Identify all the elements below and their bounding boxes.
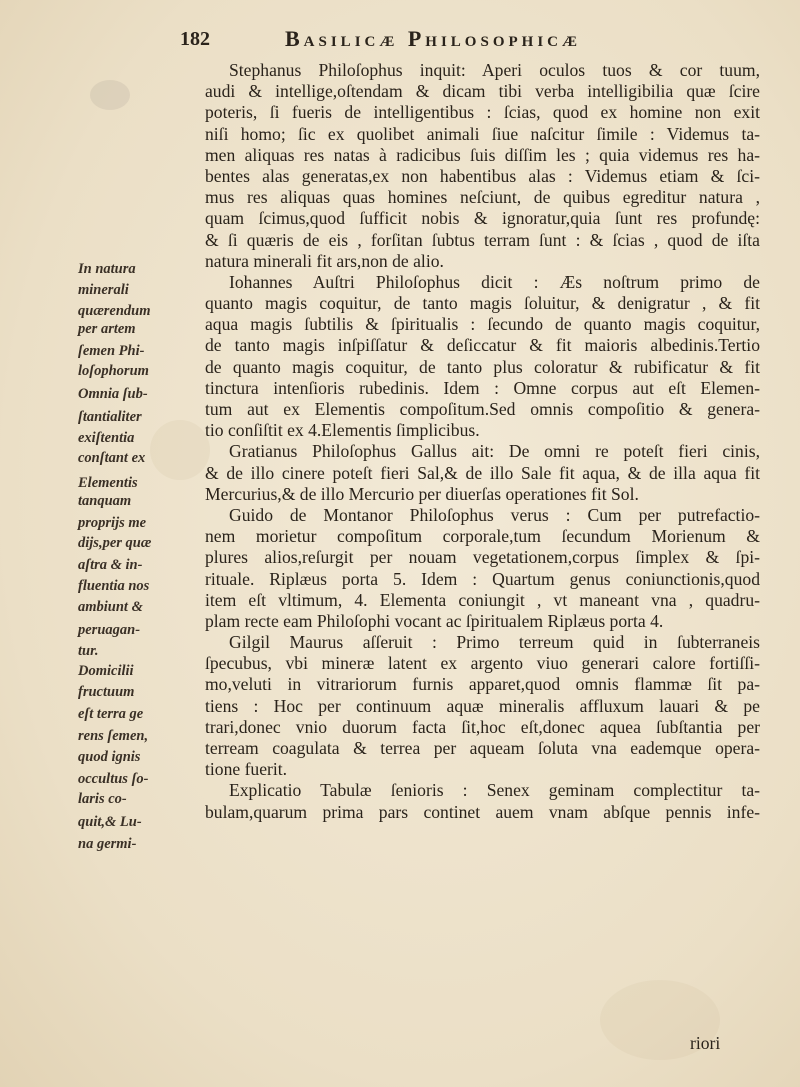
running-title: Basilicæ Philosophicæ [285,26,581,51]
text-line: Gilgil Maurus aſſeruit : Primo terreum quid in ſubterraneis [229,632,760,653]
margin-note: Omnia ſub- [78,386,148,402]
text-line: Gratianus Philoſophus Gallus ait: De omni re poteſt fieri cinis, [229,441,760,462]
text-line: tio conſiſtit ex 4.Elementis ſimplicibus. [205,420,480,441]
text-line: men aliquas res natas à radicibus ſuis diſſim les ; quia videmus res ha- [205,144,760,165]
margin-note: na germi- [78,836,137,852]
text-line: terream coagulata & terrea per aqueam ſoluta vna eademque opera- [205,738,760,758]
margin-note: loſophorum [78,363,149,379]
text-line: plam recte eam Philoſophi vocant ac ſpiritualem Riplæus porta 4. [205,610,664,631]
margin-note: laris co- [78,791,127,807]
margin-note: fructuum [78,684,135,700]
text-line: Stephanus Philoſophus inquit: Aperi oculos tuos & cor tuum, [229,60,760,80]
margin-note: occultus ſo- [78,771,149,787]
text-line: tione fuerit. [205,759,288,780]
text-line: bentes alas generatas,ex non habentibus alas : Videmus etiam & ſci- [205,165,760,186]
text-line: & ſi quæris de eis , forſitan ſubtus terram ſunt : & ſcias , quod de iſta [205,229,760,250]
margin-note: eſt terra ge [78,706,144,722]
margin-note: exiſtentia [78,430,135,446]
margin-note: ambiunt & [78,599,143,615]
text-line: mo,veluti in vitrariorum furnis apparet,quod omnis flammæ ſit pa- [205,674,760,695]
text-line: niſi homo; ſic ex quolibet animali ſiue naſcitur ſimile : Videmus ta- [205,123,760,144]
margin-note: peruagan- [78,622,141,638]
text-line: tinctura intenſioris rubedinis. Idem : Omne corpus aut eſt Elemen- [205,377,760,398]
text-line: & de illo cinere poteſt fieri Sal,& de illo Sale fit aqua, & de illa aqua fit [205,462,760,483]
margin-note: quærendum [78,303,151,319]
margin-note: conſtant ex [78,450,146,466]
margin-note: Elementis [78,475,138,491]
margin-note: tur. [78,643,99,659]
text-line: tiens : Hoc per continuum aquæ mineralis affluxum lauari & pe [205,695,760,716]
text-line: Mercurius,& de illo Mercurio per diuerſas operationes fit Sol. [205,483,639,504]
margin-note: aſtra & in- [78,557,143,573]
margin-note: quod ignis [78,749,141,765]
text-line: rituale. Riplæus porta 5. Idem : Quartum genus coniunctionis,quod [205,568,760,589]
text-line: Explicatio Tabulæ ſenioris : Senex geminam complectitur ta- [229,780,760,801]
text-line: quanto magis coquitur, de tanto magis ſoluitur, & denigratur , & fit [205,293,760,314]
body-text [205,60,760,823]
text-line: plures alios,reſurgit per nouam vegetationem,corpus ſimplex & ſpi- [205,547,760,568]
text-line: trari,donec vnio duorum facta ſit,hoc eſt,donec aquea ſubſtantia per [205,716,760,737]
margin-note: minerali [78,282,129,298]
text-line: tum aut ex Elementis compoſitum.Sed omnis compoſitio & genera- [205,399,760,419]
margin-note: per artem [78,321,136,337]
margin-note: tanquam [78,493,132,509]
text-line: mus res aliquas quas homines neſciunt, de quibus egreditur natura , [205,187,760,208]
text-line: bulam,quarum prima pars continet auem vnam abſque pennis infe- [205,801,760,822]
margin-note: ſemen Phi- [78,343,145,359]
text-line: Guido de Montanor Philoſophus verus : Cum per putrefactio- [229,504,760,525]
margin-note: quit,& Lu- [78,814,142,830]
text-line: poteris, ſi fueris de intelligentibus : ſcias, quod ex homine non exit [205,102,760,123]
margin-note: dijs,per quæ [78,535,152,551]
text-line: Iohannes Auſtri Philoſophus dicit : Æs noſtrum primo de [229,271,760,292]
catchword: riori [690,1033,721,1053]
margin-note: proprijs me [78,515,147,531]
margin-note: rens ſemen, [78,728,149,744]
page-number: 182 [180,28,210,50]
margin-note: ſtantialiter [78,409,142,425]
margin-note: Domicilii [78,663,134,679]
text-line: nem morietur compoſitum corporale,tum ſecundum Morienum & [205,526,760,547]
text-line: audi & intellige,oſtendam & dicam tibi verba intelligibilia quæ ſcire [205,81,760,102]
text-line: de tanto magis inſpiſſatur & deſiccatur & fit maioris albedinis.Tertio [205,335,760,356]
text-line: ſpecubus, vbi mineræ latent ex argento viuo generari calore fortiſſi- [205,653,760,674]
margin-notes [78,0,203,1087]
margin-note: fluentia nos [78,578,150,594]
text-line: quam ſcimus,quod ſufficit nobis & ignoratur,quia ſunt res profundę: [205,208,760,229]
text-line: de quanto magis coquitur, de tanto plus coloratur & rubificatur & fit [205,356,760,377]
text-line: item eſt vltimum, 4. Elementa coniungit , vt maneant vna , quadru- [205,589,760,610]
margin-note: In natura [78,261,136,277]
text-line: natura minerali fit ars,non de alio. [205,250,444,271]
text-line: aqua magis ſubtilis & ſpiritualis : ſecundo de quanto magis coquitur, [205,314,760,335]
